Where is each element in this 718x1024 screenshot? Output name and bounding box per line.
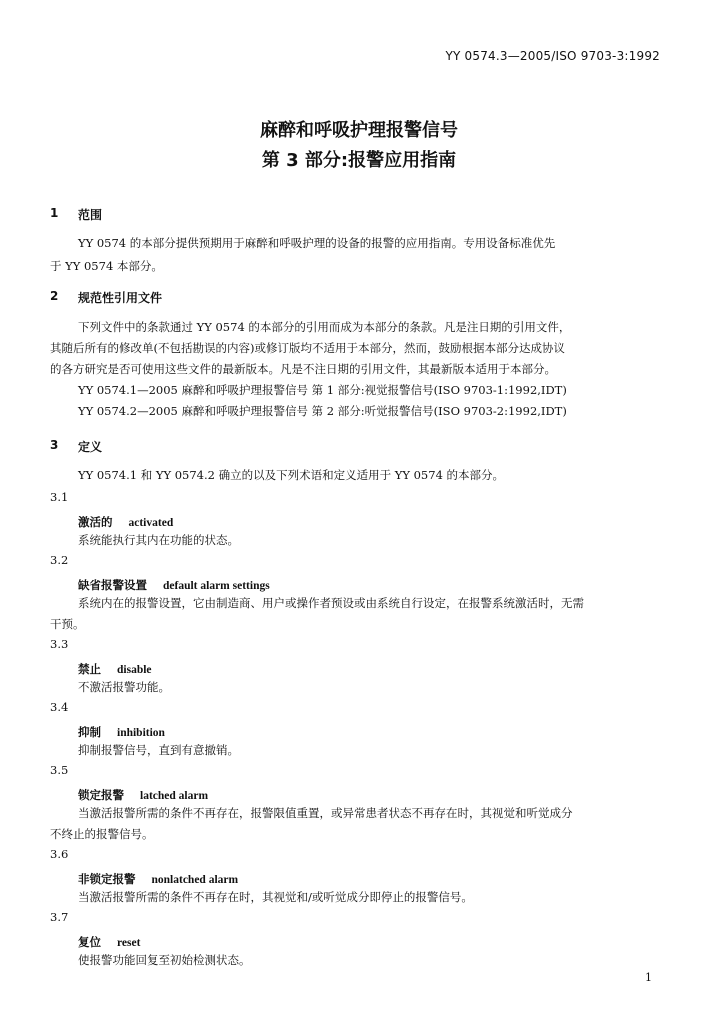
term-chinese: 非锁定报警 [78,872,136,886]
term-definition-line: 不终止的报警信号。 [50,827,154,841]
term-english: nonlatched alarm [151,874,239,886]
term-definition-line: 系统内在的报警设置，它由制造商、用户或操作者预设或由系统自行设定，在报警系统激活时，无需 [78,596,584,610]
section-1-paragraph-line: 于 YY 0574 本部分。 [50,259,163,273]
section-2-heading: 规范性引用文件 [78,291,163,305]
term-chinese: 抑制 [78,725,101,739]
section-3-number: 3 [50,438,59,452]
section-3-intro: YY 0574.1 和 YY 0574.2 确立的以及下列术语和定义适用于 YY 0574 的本部分。 [78,468,505,482]
section-1-number: 1 [50,206,59,220]
term-number: 3.2 [50,553,69,567]
term-number: 3.7 [50,910,69,924]
normative-reference: YY 0574.1—2005 麻醉和呼吸护理报警信号 第 1 部分:视觉报警信号(ISO 9703-1:1992,IDT) [78,383,567,397]
term-heading [78,574,270,593]
term-heading [78,868,238,887]
standard-number: YY 0574.3—2005/ISO 9703-3:1992 [445,49,660,63]
term-heading [78,784,208,803]
section-2-number: 2 [50,289,59,303]
section-1-heading: 范围 [78,208,103,222]
term-number: 3.3 [50,637,69,651]
term-english: reset [117,937,141,949]
term-english: activated [128,517,174,529]
section-1-paragraph-line: YY 0574 的本部分提供预期用于麻醉和呼吸护理的设备的报警的应用指南。专用设备标准优先 [78,236,556,250]
term-number: 3.1 [50,490,69,504]
term-heading [78,931,140,950]
term-definition-line: 系统能执行其内在功能的状态。 [78,533,239,547]
term-definition-line: 抑制报警信号，直到有意撤销。 [78,743,239,757]
term-definition-line: 使报警功能回复至初始检测状态。 [78,953,251,967]
document-title: 麻醉和呼吸护理报警信号 [260,120,458,141]
term-definition-line: 当激活报警所需的条件不再存在时，其视觉和/或听觉成分即停止的报警信号。 [78,890,473,904]
term-english: inhibition [117,727,165,739]
term-definition-line: 当激活报警所需的条件不再存在，报警限值重置，或异常患者状态不再存在时，其视觉和听觉成分 [78,806,573,820]
term-number: 3.5 [50,763,69,777]
term-english: default alarm settings [163,580,270,592]
term-definition-line: 不激活报警功能。 [78,680,170,694]
term-chinese: 禁止 [78,662,101,676]
page-number: 1 [645,971,652,984]
term-english: disable [117,664,152,676]
document-subtitle: 第 3 部分:报警应用指南 [261,150,457,171]
term-heading [78,721,165,740]
section-3-heading: 定义 [78,440,103,454]
section-2-paragraph-line: 的各方研究是否可使用这些文件的最新版本。凡是不注日期的引用文件，其最新版本适用于本部分。 [50,362,556,376]
term-chinese: 缺省报警设置 [78,578,147,592]
term-number: 3.4 [50,700,69,714]
term-heading [78,511,173,530]
term-heading [78,658,152,677]
term-english: latched alarm [140,790,209,802]
section-2-paragraph-line: 下列文件中的条款通过 YY 0574 的本部分的引用而成为本部分的条款。凡是注日期的引用文件， [78,320,571,334]
term-definition-line: 干预。 [50,617,85,631]
term-chinese: 复位 [78,935,101,949]
normative-reference: YY 0574.2—2005 麻醉和呼吸护理报警信号 第 2 部分:听觉报警信号(ISO 9703-2:1992,IDT) [78,404,567,418]
term-number: 3.6 [50,847,69,861]
term-chinese: 激活的 [78,515,113,529]
term-chinese: 锁定报警 [78,788,124,802]
section-2-paragraph-line: 其随后所有的修改单(不包括勘误的内容)或修订版均不适用于本部分，然而，鼓励根据本部分达成协议 [50,341,565,355]
